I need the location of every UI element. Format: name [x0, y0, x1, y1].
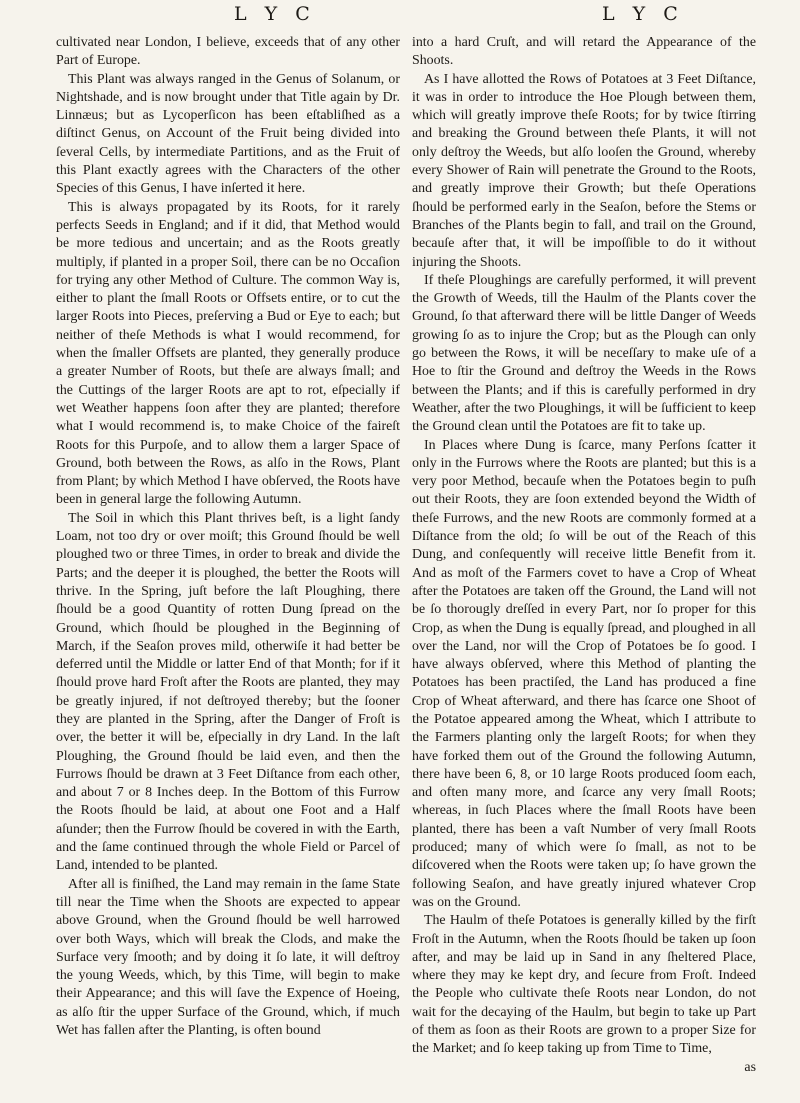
- header-right-title: L Y C: [602, 3, 684, 25]
- paragraph: This is always propagated by its Roots, for it rarely perfects Seeds in England; and if it did, that Method would be more tedious and uncertain; and as the Roots greatly multiply, if planted in a proper Soil, there can be no Occaſion for trying any other Method of Culture. The common Way is, either to plant the ſmall Roots or Offsets entire, or to cut the larger Roots into Pieces, preſerving a Bud or Eye to each; but neither of theſe Methods is what I would recommend, for when the ſmaller Offsets are planted, they generally produce a greater Number of Roots, but theſe are always ſmall; and the Cuttings of the larger Roots are apt to rot, eſpecially if wet Weather happens ſoon after they are planted; therefore what I would recommend is, to make Choice of the faireſt Roots for this Purpoſe, and to allow them a larger Space of Ground, both between the Rows, as alſo in the Rows, Plant from Plant; by which Method I have obſerved, the Roots have been in general large the following Autumn.: [56, 199, 400, 508]
- paragraph: The Haulm of theſe Potatoes is generally killed by the firſt Froſt in the Autumn, when the Roots ſhould be taken up ſoon after, and may be laid up in Sand in any ſheltered Place, where they may ke kept dry, and ſecure from Froſt. Indeed the People who cultivate theſe Roots near London, do not wait for the decaying of the Haulm, but begin to take up Part of them as ſoon as their Roots are grown to a proper Size for the Market; and ſo keep taking up from Time to Time,: [412, 913, 756, 1057]
- header-left-title: L Y C: [234, 3, 316, 25]
- catchword: as: [744, 1059, 756, 1075]
- paragraph: The Soil in which this Plant thrives beſt, is a light ſandy Loam, not too dry or over moiſt; this Ground ſhould be well ploughed two or three Times, in order to break and divide the Parts; and the deeper it is ploughed, the better the Roots will thrive. In the Spring, juſt before the laſt Ploughing, there ſhould be a good Quantity of rotten Dung ſpread on the Ground, which ſhould be ploughed in the Beginning of March, if the Seaſon proves mild, otherwiſe it had better be deferred until the Middle or latter End of that Month; for if it ſhould prove hard Froſt after the Roots are planted, they may be greatly injured, if not deſtroyed thereby; but the ſooner they are planted in the Spring, after the Danger of Froſt is over, the better it will be, eſpecially in dry Land. In the laſt Ploughing, the Ground ſhould be laid even, and then the Furrows ſhould be drawn at 3 Feet Diſtance from each other, and about 7 or 8 Inches deep. In the Bottom of this Furrow the Roots ſhould be laid, at about one Foot and a Half aſunder; then the Furrow ſhould be covered in with the Earth, and the ſame continued through the whole Field or Parcel of Land, intended to be planted.: [56, 510, 400, 874]
- paragraph: cultivated near London, I believe, exceeds that of any other Part of Europe.: [56, 35, 400, 69]
- running-header: [0, 0, 800, 34]
- paragraph: into a hard Cruſt, and will retard the Appearance of the Shoots.: [412, 35, 756, 69]
- left-column: [56, 34, 400, 1040]
- paragraph: If theſe Ploughings are carefully performed, it will prevent the Growth of Weeds, till the Haulm of the Plants cover the Ground, ſo that afterward there will be little Danger of Weeds growing ſo as to injure the Crop; but as the Plough can only go between the Rows, it will be neceſſary to make uſe of a Hoe to ſtir the Ground and deſtroy the Weeds in the Rows between the Plants; and if this is carefully performed in dry Weather, after the two Ploughings, it will be ſufficient to keep the Ground clean until the Potatoes are fit to take up.: [412, 272, 756, 435]
- paragraph: This Plant was always ranged in the Genus of Solanum, or Nightshade, and is now brought under that Title again by Dr. Linnæus; but as Lycoperſicon has been eſtabliſhed as a diſtinct Genus, on Account of the Fruit being divided into ſeveral Cells, by intermediate Partitions, and as the Fruit of this Plant exactly agrees with the Characters of the other Species of this Genus, I have inſerted it here.: [56, 71, 400, 197]
- paragraph: As I have allotted the Rows of Potatoes at 3 Feet Diſtance, it was in order to introduce the Hoe Plough between them, which will greatly improve theſe Roots; for by twice ſtirring and breaking the Ground between theſe Plants, it will not only deſtroy the Weeds, but alſo looſen the Ground, whereby every Shower of Rain will penetrate the Ground to the Roots, and greatly improve their Growth; but theſe Operations ſhould be performed early in the Seaſon, before the Stems or Branches of the Plants begin to fall, and trail on the Ground, becauſe after that, it will be impoſſible to do it without injuring the Shoots.: [412, 71, 756, 270]
- paragraph: After all is finiſhed, the Land may remain in the ſame State till near the Time when the Shoots are expected to appear above Ground, when the Ground ſhould be well harrowed over both Ways, which will break the Clods, and make the Surface very ſmooth; and by doing it ſo late, it will deſtroy the young Weeds, which, by this Time, will begin to make their Appearance; and this will ſave the Expence of Hoeing, as alſo ſtir the upper Surface of the Ground, which, if much Wet has fallen after the Planting, is often bound: [56, 876, 400, 1039]
- paragraph: In Places where Dung is ſcarce, many Perſons ſcatter it only in the Furrows where the Roots are planted; but this is a very poor Method, becauſe when the Potatoes begin to puſh out their Roots, they are ſoon extended beyond the Width of theſe Furrows, and the new Roots are commonly formed at a Diſtance from the old; ſo will be out of the Reach of this Dung, and conſequently will receive little Benefit from it. And as moſt of the Farmers covet to have a Crop of Wheat after the Potatoes are taken off the Ground, the Land will not be ſo thorougly dreſſed in every Part, nor ſo proper for this Crop, as when the Dung is equally ſpread, and ploughed in all over the Land, nor will the Crop of Potatoes be ſo good. I have always obſerved, where this Method of planting the Potatoes has been practiſed, the Land has produced a fine Crop of Wheat afterward, and there has ſcarce one Shoot of the Potatoe appeared among the Wheat, which I attribute to the Farmers planting only the largeſt Roots; for when they have forked them out of the Ground the following Autumn, there have been 6, 8, or 10 large Roots produced ſoom each, and often many more, and ſcarce any very ſmall Roots; whereas, in ſuch Places where the ſmall Roots have been planted, there has been a vaſt Number of very ſmall Roots produced; many of which were ſo ſmall, as not to be diſcovered when the Roots were taken up; ſo have grown the following Seaſon, and have greatly injured whatever Crop was on the Ground.: [412, 437, 756, 910]
- right-column: [412, 34, 756, 1077]
